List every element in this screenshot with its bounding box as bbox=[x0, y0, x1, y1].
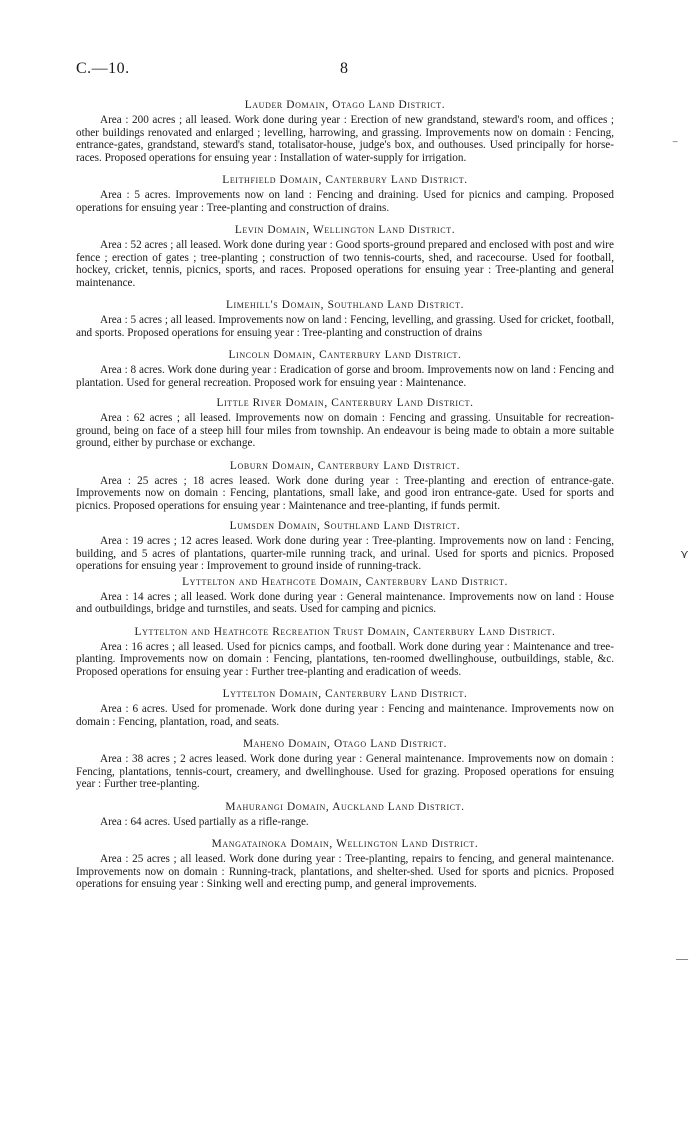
entry-title: Loburn Domain, Canterbury Land District. bbox=[229, 459, 461, 472]
entry-title: Maheno Domain, Otago Land District. bbox=[242, 738, 448, 750]
entry-title: Limehill's Domain, Southland Land District. bbox=[225, 299, 465, 311]
entry-body: Area : 8 acres. Work done during year : Eradication of gorse and broom. Improvements now on land : Fencing and plantation. Used for general recreation. Proposed work for ensuing year : Maintenance. bbox=[76, 364, 614, 389]
entry-body: Area : 14 acres ; all leased. Work done during year : General maintenance. Improvements now on land : House and outbuildings, bridge and turnstiles, and seats. Used for camping and picnics. bbox=[76, 590, 614, 615]
entry-body: Area : 19 acres ; 12 acres leased. Work done during year : Tree-planting. Improvements now on land : Fencing, building, and 5 acres of plantations, quarter-mile running track, and urinal. Used for sports and picnics. Proposed operations for ensuing year : Improvement to ground inside of running-track. bbox=[76, 535, 614, 572]
entry-title: Little River Domain, Canterbury Land District. bbox=[216, 397, 474, 409]
entry-title: Levin Domain, Wellington Land District. bbox=[234, 224, 456, 236]
domain-entry bbox=[76, 298, 614, 339]
domain-entry bbox=[76, 800, 614, 829]
page-number: 8 bbox=[340, 60, 348, 77]
entry-body: Area : 5 acres ; all leased. Improvements now on land : Fencing, levelling, and grassing. Used for cricket, football, and sports. Proposed operations for ensuing year : Tree-planting and construction of drains bbox=[76, 314, 614, 339]
entry-title: Lyttelton and Heathcote Recreation Trust Domain, Canterbury Land District. bbox=[134, 625, 556, 638]
entry-title: Mahurangi Domain, Auckland Land District. bbox=[225, 800, 465, 813]
entry-body: Area : 62 acres ; all leased. Improvements now on domain : Fencing and grassing. Unsuitable for recreation-ground, being on face of a steep hill four miles from township. An endeavour is being made to obtain a more suitable ground, either by purchase or exchange. bbox=[76, 412, 614, 449]
domain-entry bbox=[76, 837, 614, 891]
margin-mark-3: — bbox=[676, 951, 688, 965]
domain-entry bbox=[76, 98, 614, 164]
entry-body: Area : 16 acres ; all leased. Used for picnics camps, and football. Work done during year : Maintenance and tree-planting. Improvements now on domain : Fencing, plantations, ten-roomed dwellinghouse, outbuildings, stable, &c. Proposed operations for ensuing year : Further tree-planting and eradication of weeds. bbox=[76, 640, 614, 678]
entry-body: Area : 5 acres. Improvements now on land : Fencing and draining. Used for picnics and camping. Proposed operations for ensuing year : Tree-planting and construction of drains. bbox=[76, 189, 614, 214]
entry-title: Mangataınoka Domain, Wellington Land District. bbox=[211, 838, 479, 850]
entry-title: Lumsden Domain, Southland Land District. bbox=[229, 520, 461, 532]
domain-entry bbox=[76, 687, 614, 728]
entry-title: Lauder Domain, Otago Land District. bbox=[244, 99, 446, 111]
page-reference: C.—10. bbox=[76, 60, 130, 77]
entry-body: Area : 25 acres ; all leased. Work done during year : Tree-planting, repairs to fencing, and general maintenance. Improvements now on domain : Running-track, plantations, and shelter-shed. Used for sports and picnics. Proposed operations for ensuing year : Sinking well and erecting pump, and general improvements. bbox=[76, 853, 614, 890]
domain-entry bbox=[76, 348, 614, 389]
entry-body: Area : 200 acres ; all leased. Work done during year : Erection of new grandstand, steward's room, and offices ; other buildings renovated and enlarged ; levelling, harrowing, and grassing. Improvements now on domain : Fencing, entrance-gates, grandstand, steward's stand, totalisator-house, judge's box, and outhouses. Used principally for horse-races. Proposed operations for ensuing year : Installation of water-supply for irrigation. bbox=[76, 114, 614, 164]
domain-entries bbox=[76, 90, 614, 891]
entry-title: Lincoln Domain, Canterbury Land District. bbox=[228, 349, 462, 361]
entry-body: Area : 38 acres ; 2 acres leased. Work done during year : General maintenance. Improvements now on domain : Fencing, plantations, tennis-court, creamery, and dwellinghouse. Used for grazing. Proposed operations for ensuing year : Further tree-planting. bbox=[76, 753, 614, 790]
domain-entry bbox=[76, 625, 614, 679]
domain-entry bbox=[76, 173, 614, 214]
domain-entry bbox=[76, 575, 614, 616]
entry-title: Leithfield Domain, Canterbury Land District. bbox=[222, 174, 468, 186]
domain-entry bbox=[76, 459, 614, 513]
entry-body: Area : 64 acres. Used partially as a rifle-range. bbox=[100, 815, 309, 828]
entry-body: Area : 52 acres ; all leased. Work done during year : Good sports-ground prepared and enclosed with post and wire fence ; erection of gates ; tree-planting ; construction of two tennis-courts, shed, and racecourse. Used for football, hockey, cricket, tennis, picnics, sports, and races. Proposed operations for ensuing year : Tree-planting and general maintenance. bbox=[76, 239, 614, 289]
entry-body: Area : 6 acres. Used for promenade. Work done during year : Fencing and maintenance. Improvements now on domain : Fencing, plantation, road, and seats. bbox=[76, 703, 614, 728]
margin-mark-2: ⋎ bbox=[680, 547, 689, 561]
entry-title: Lyttelton and Heathcote Domain, Canterbury Land District. bbox=[182, 575, 508, 588]
entry-body: Area : 25 acres ; 18 acres leased. Work done during year : Tree-planting and erection of entrance-gate. Improvements now on domain : Fencing, plantations, small lake, and good iron entrance-gate. Used for sports and picnics. Proposed operations for ensuing year : Maintenance and tree-planting, if funds permit. bbox=[76, 474, 614, 512]
domain-entry bbox=[76, 737, 614, 791]
domain-entry bbox=[76, 396, 614, 450]
margin-mark-1: ⁻ bbox=[672, 137, 679, 151]
entry-title: Lyttelton Domain, Canterbury Land District. bbox=[222, 688, 468, 700]
domain-entry bbox=[76, 519, 614, 573]
domain-entry bbox=[76, 223, 614, 289]
